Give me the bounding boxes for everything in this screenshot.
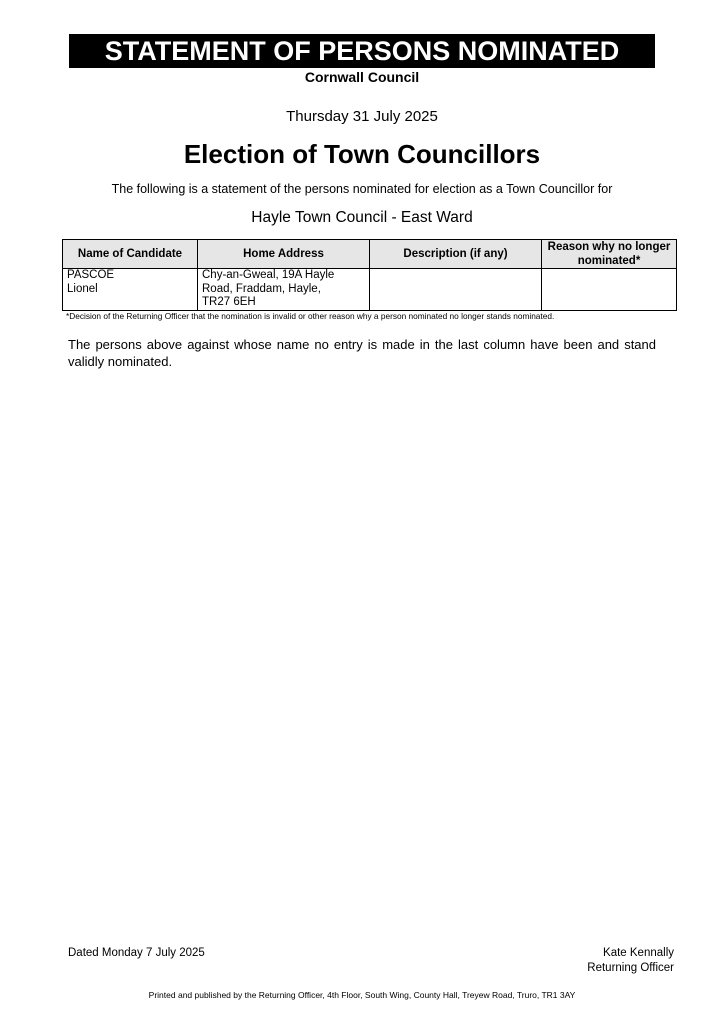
column-header-reason: Reason why no longer nominated* [542,240,677,269]
imprint-text: Printed and published by the Returning Officer, 4th Floor, South Wing, County Hall, Treyew Road, Truro, TR1 3AY [148,990,576,1000]
address-line: TR27 6EH [202,296,256,308]
column-header-address: Home Address [198,240,370,269]
table-row [63,269,677,311]
candidate-description-cell [370,269,542,311]
council-name: Cornwall Council [304,69,420,85]
election-date: Thursday 31 July 2025 [286,108,438,125]
candidate-reason-cell [542,269,677,311]
address-line: Road, Fraddam, Hayle, [202,282,321,295]
candidate-name-cell [63,269,198,311]
candidate-surname: PASCOE [67,269,115,281]
candidate-address-cell [198,269,370,311]
table-header-row [63,240,677,269]
ward-name: Hayle Town Council - East Ward [251,209,473,226]
address-line: Chy-an-Gweal, 19A Hayle [202,269,335,281]
candidate-forename: Lionel [67,282,98,295]
candidates-table [62,239,677,311]
table-footnote: *Decision of the Returning Officer that the nomination is invalid or other reason why a person nominated no longer stands nominated. [66,311,555,321]
column-header-name: Name of Candidate [63,240,198,269]
document-banner: STATEMENT OF PERSONS NOMINATED [69,34,655,68]
returning-officer-block [587,946,674,975]
validity-statement: The persons above against whose name no entry is made in the last column have been and stand validly nominated. [68,337,656,369]
dated-line: Dated Monday 7 July 2025 [68,947,205,959]
intro-text: The following is a statement of the persons nominated for election as a Town Councillor for [111,182,613,196]
election-title: Election of Town Councillors [183,139,541,169]
officer-name: Kate Kennally [603,947,674,959]
column-header-description: Description (if any) [370,240,542,269]
officer-title: Returning Officer [587,961,674,974]
